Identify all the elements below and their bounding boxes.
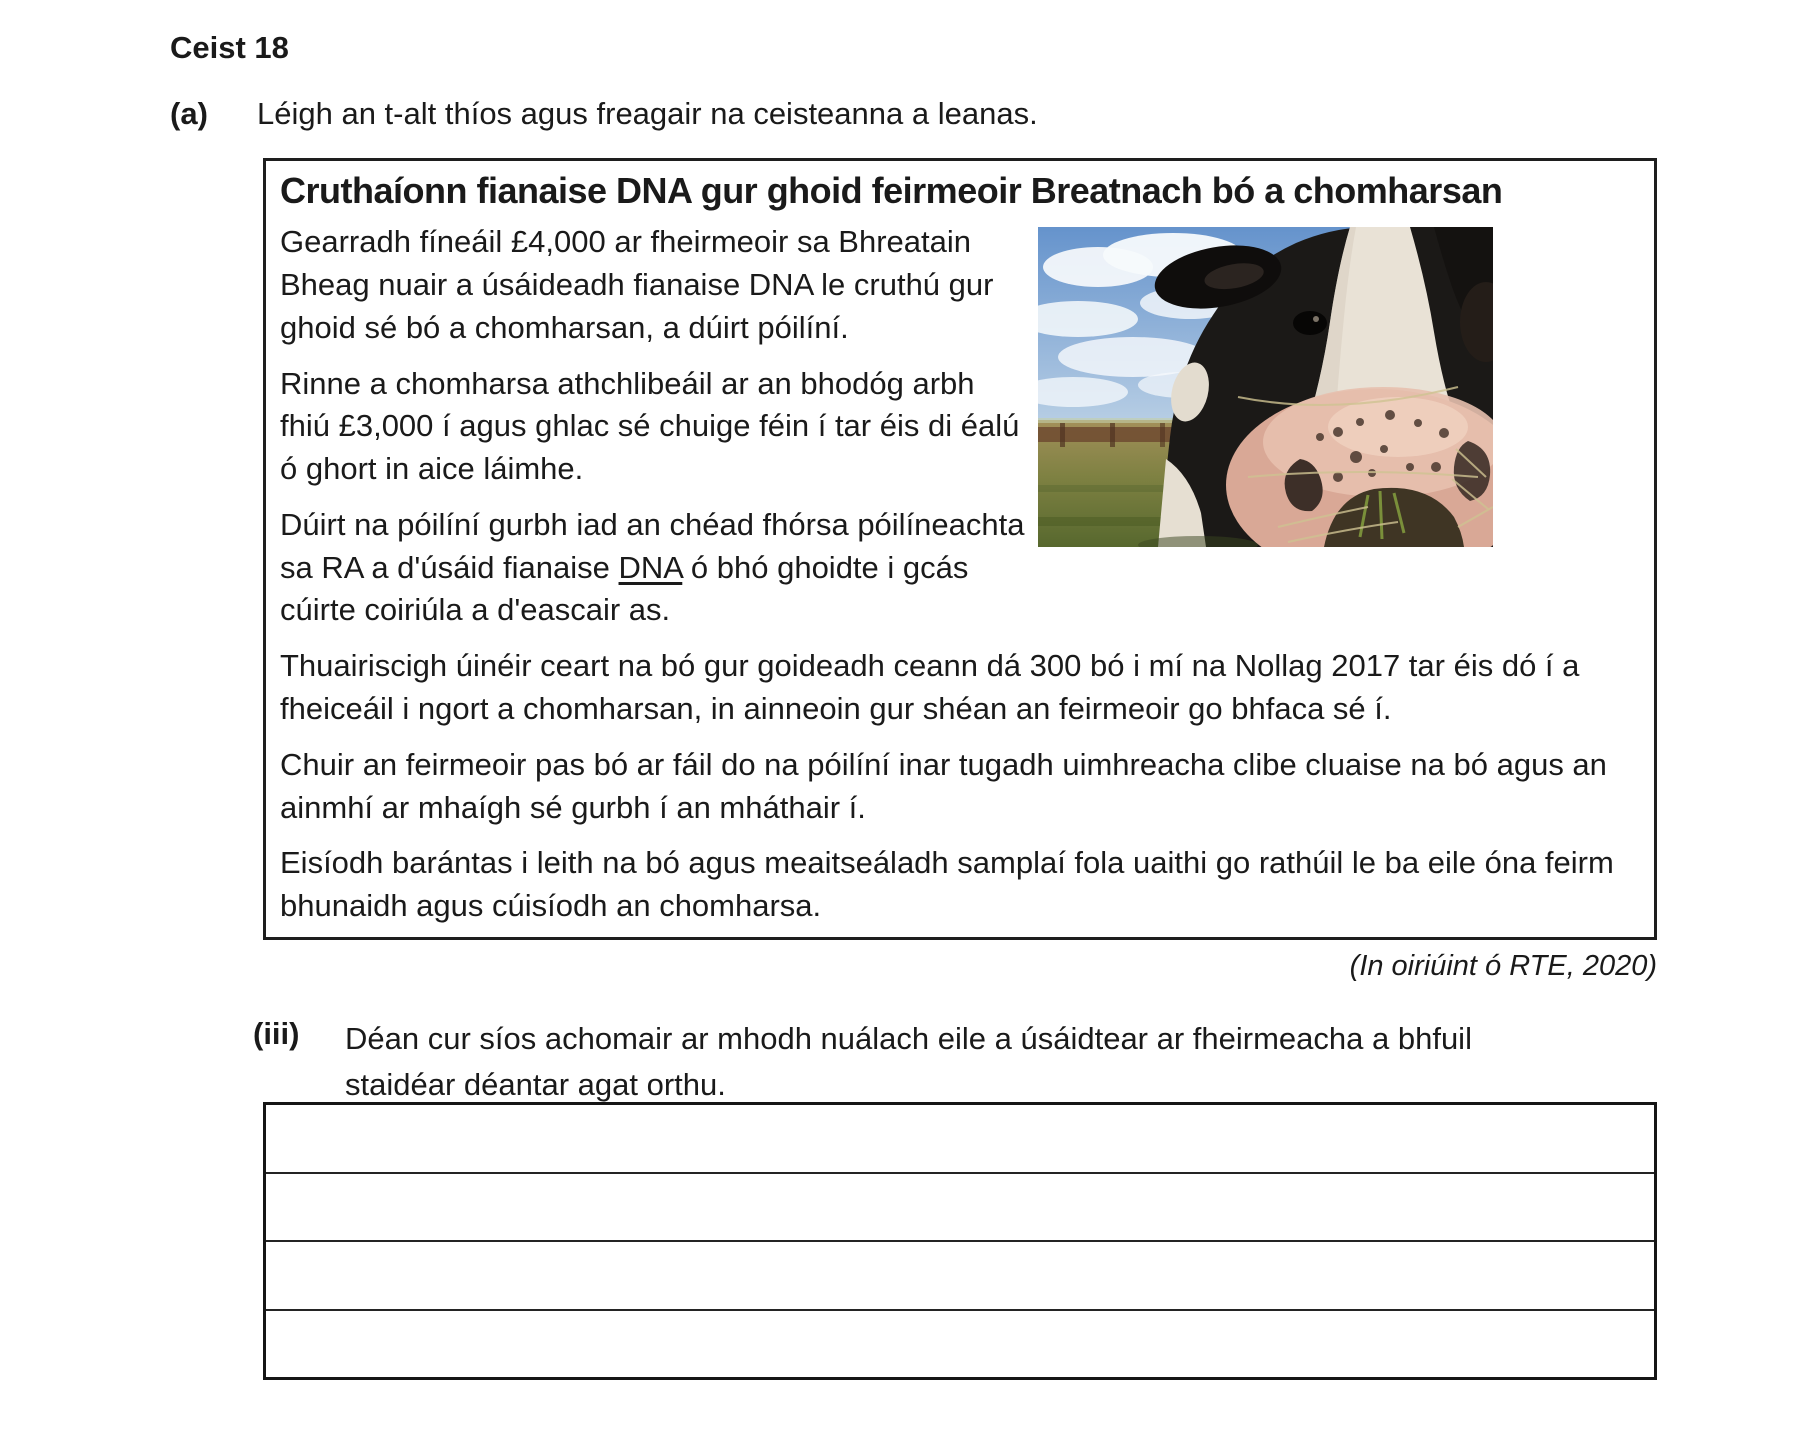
article-paragraph-4: Thuairiscigh úinéir ceart na bó gur goideadh ceann dá 300 bó i mí na Nollag 2017 tar éis dó í a fheiceáil i ngort a chomharsan, in ainneoin gur shéan an feirmeoir go bhfaca sé í.	[280, 648, 1580, 726]
part-a-instruction: Léigh an t-alt thíos agus freagair na ceisteanna a leanas.	[257, 96, 1038, 131]
paragraph-3-after: ó bhó ghoidte i gcás cúirte coiriúla a d'eascair as.	[280, 549, 969, 628]
cow-photo	[1038, 227, 1493, 547]
answer-row-1	[266, 1105, 1654, 1172]
article-paragraph-3	[280, 504, 1028, 632]
article-headline: Cruthaíonn fianaise DNA gur ghoid feirmeoir Breatnach bó a chomharsan	[280, 170, 1503, 211]
article-paragraph-1: Gearradh fíneáil £4,000 ar fheirmeoir sa Bhreatain Bheag nuair a úsáideadh fianaise DNA le cruthú gur ghoid sé bó a chomharsan, a dúirt póilíní.	[280, 224, 994, 345]
answer-row-4	[266, 1309, 1654, 1378]
article-paragraph-2: Rinne a chomharsa athchlibeáil ar an bhodóg arbh fhiú £3,000 í agus ghlac sé chuige féin í tar éis di éalú ó ghort in aice láimhe.	[280, 365, 1020, 487]
answer-row-2	[266, 1172, 1654, 1241]
question-number: Ceist 18	[170, 30, 289, 65]
answer-row-3	[266, 1240, 1654, 1309]
article-paragraph-6: Eisíodh barántas i leith na bó agus meaitseáladh samplaí fola uaithi go rathúil le ba eile óna feirm bhunaidh agus cúisíodh an chomharsa.	[280, 845, 1614, 924]
cow-photo-illustration	[1038, 227, 1493, 547]
source-attribution: (In oiriúint ó RTE, 2020)	[1349, 950, 1657, 982]
part-iii-question: Déan cur síos achomair ar mhodh nuálach eile a úsáidtear ar fheirmeacha a bhfuil staidéar déantar agat orthu.	[345, 1021, 1472, 1102]
underlined-dna-term: DNA	[618, 549, 683, 585]
article-paragraph-5: Chuir an feirmeoir pas bó ar fáil do na póilíní inar tugadh uimhreacha clibe cluaise na bó agus an ainmhí ar mhaígh sé gurbh í an mháthair í.	[280, 746, 1607, 825]
answer-box	[263, 1102, 1657, 1380]
part-a-label: (a)	[170, 96, 208, 131]
part-iii-label: (iii)	[253, 1016, 300, 1051]
paragraph-3-before: Dúirt na póilíní gurbh iad an chéad fhórsa póilíneachta sa RA a d'úsáid fianaise	[280, 506, 1025, 585]
article-box	[263, 158, 1657, 940]
